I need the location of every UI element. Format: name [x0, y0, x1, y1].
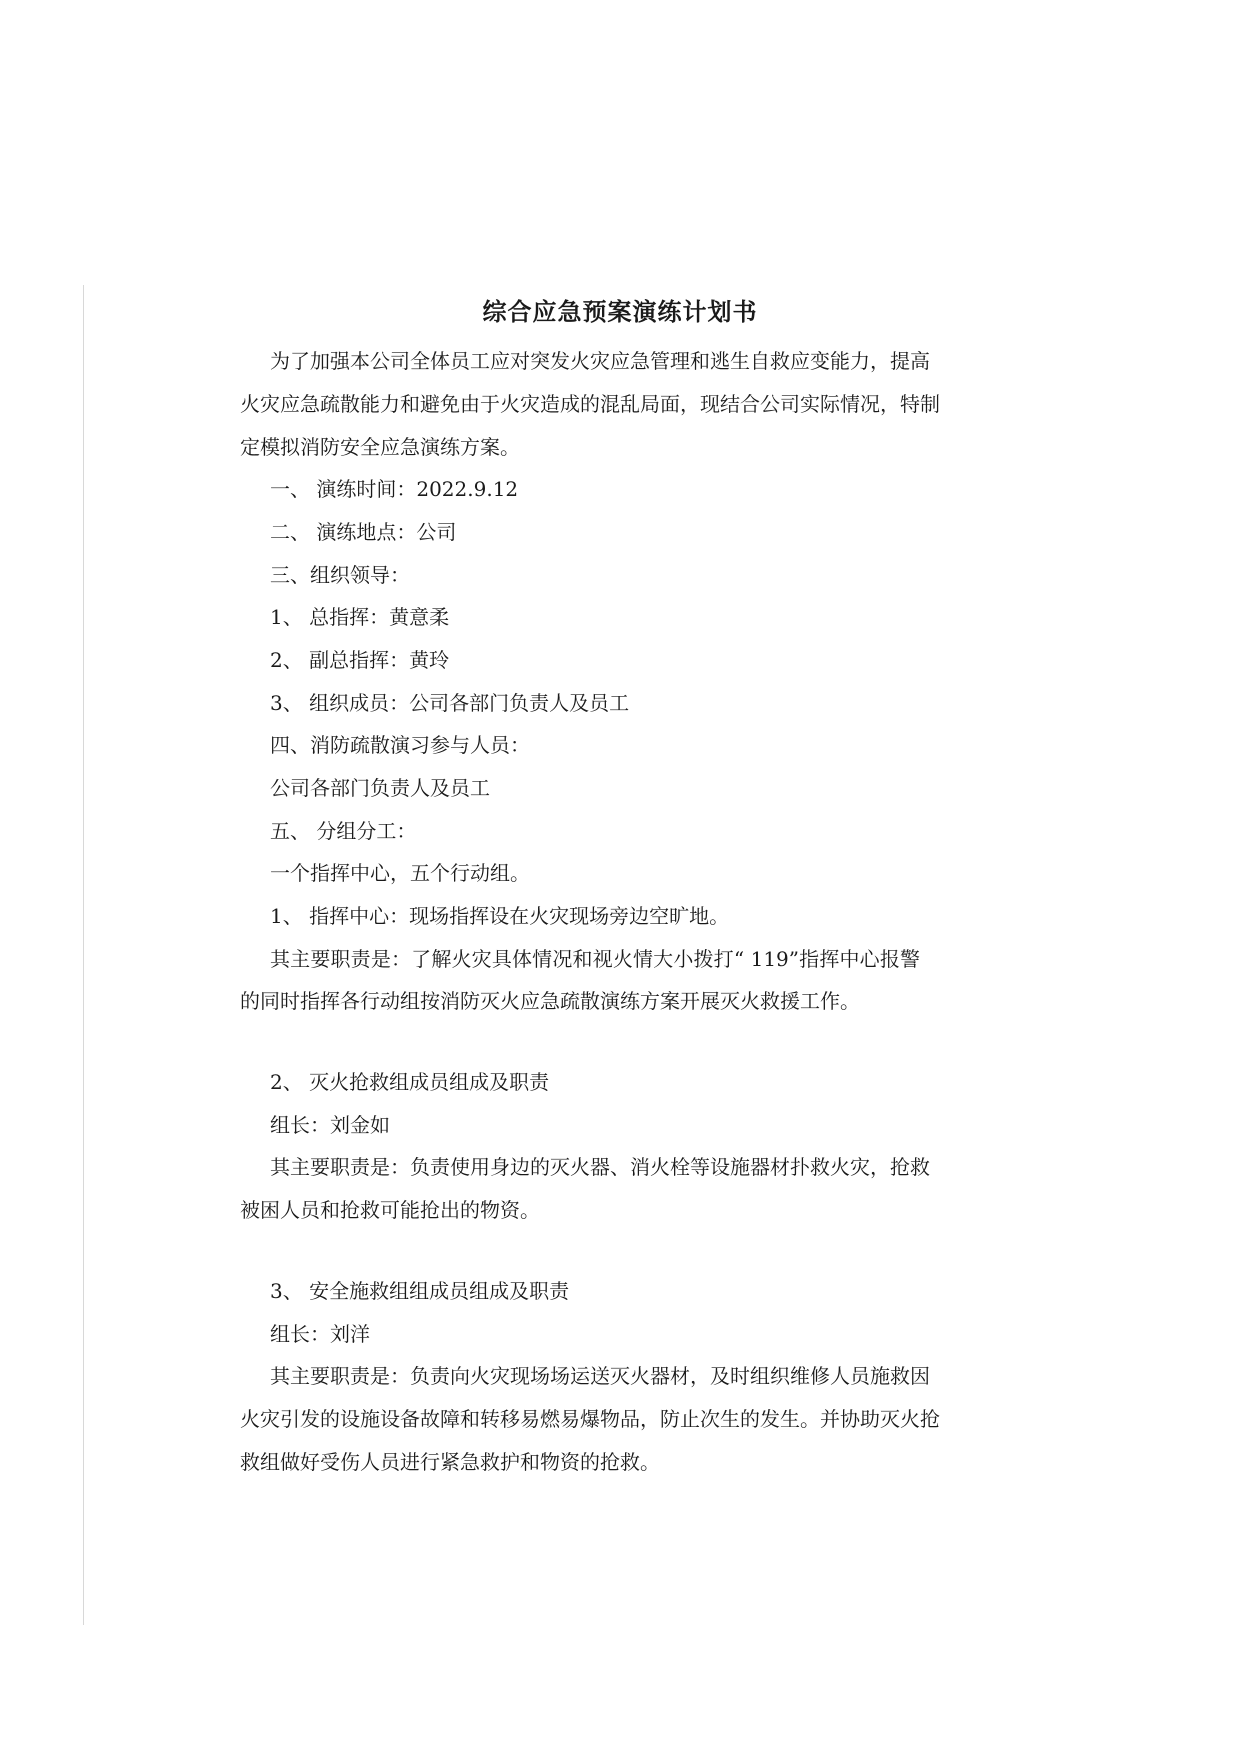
intro-line-1: 为了加强本公司全体员工应对突发火灾应急管理和逃生自救应变能力，提高	[270, 349, 930, 373]
command-center-duties-line-1: 其主要职责是：了解火灾具体情况和视火情大小拨打“ 119”指挥中心报警	[270, 947, 920, 971]
drill-location: 二、 演练地点：公司	[270, 520, 457, 544]
firefighting-duties-line-2: 被困人员和抢救可能抢出的物资。	[240, 1198, 540, 1222]
document-title: 综合应急预案演练计划书	[482, 297, 758, 326]
organization-members: 3、 组织成员：公司各部门负责人及员工	[270, 691, 630, 715]
safety-rescue-group-leader: 组长：刘洋	[270, 1322, 370, 1346]
safety-rescue-duties-line-1: 其主要职责是：负责向火灾现场场运送灭火器材，及时组织维修人员施救因	[270, 1364, 930, 1388]
participants-heading: 四、消防疏散演习参与人员：	[270, 733, 530, 757]
safety-rescue-duties-line-2: 火灾引发的设施设备故障和转移易燃易爆物品，防止次生的发生。并协助灭火抢	[240, 1407, 940, 1431]
firefighting-duties-line-1: 其主要职责是：负责使用身边的灭火器、消火栓等设施器材扑救火灾，抢救	[270, 1155, 930, 1179]
organization-heading: 三、组织领导：	[270, 563, 410, 587]
firefighting-group-leader: 组长：刘金如	[270, 1113, 390, 1137]
command-center-heading: 1、 指挥中心：现场指挥设在火灾现场旁边空旷地。	[270, 904, 730, 928]
command-center-duties-line-2: 的同时指挥各行动组按消防灭火应急疏散演练方案开展灭火救援工作。	[240, 989, 860, 1013]
drill-time: 一、 演练时间：2022.9.12	[270, 477, 519, 501]
groups-summary: 一个指挥中心，五个行动组。	[270, 861, 530, 885]
participants-value: 公司各部门负责人及员工	[270, 776, 490, 800]
firefighting-group-heading: 2、 灭火抢救组成员组成及职责	[270, 1070, 550, 1094]
groups-heading: 五、 分组分工：	[270, 819, 417, 843]
intro-line-3: 定模拟消防安全应急演练方案。	[240, 435, 520, 459]
organization-deputy: 2、 副总指挥：黄玲	[270, 648, 450, 672]
organization-commander: 1、 总指挥：黄意柔	[270, 605, 450, 629]
safety-rescue-duties-line-3: 救组做好受伤人员进行紧急救护和物资的抢救。	[240, 1450, 660, 1474]
safety-rescue-group-heading: 3、 安全施救组组成员组成及职责	[270, 1279, 570, 1303]
intro-line-2: 火灾应急疏散能力和避免由于火灾造成的混乱局面，现结合公司实际情况，特制	[240, 392, 940, 416]
